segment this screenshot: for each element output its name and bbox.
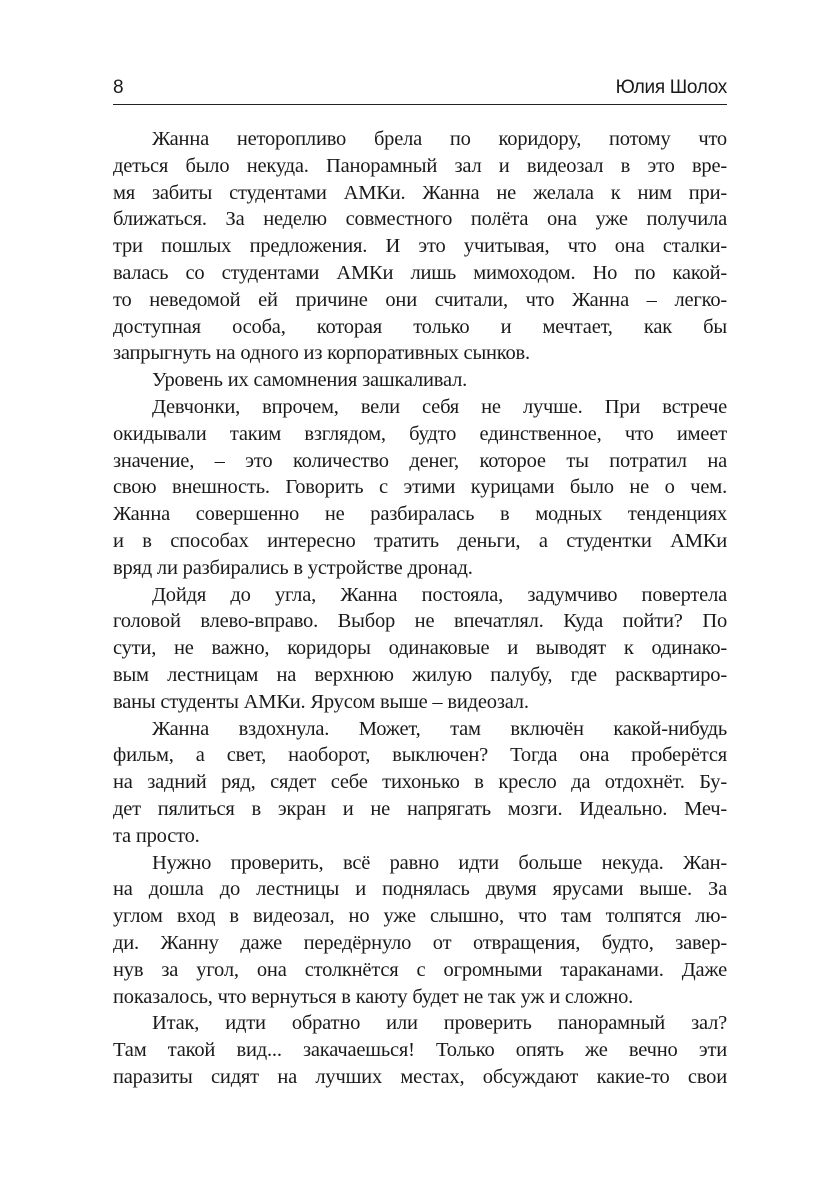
text-line: Итак, идти обратно или проверить панорамный зал? bbox=[152, 1012, 727, 1035]
text-line: запрыгнуть на одного из корпоративных сынков. bbox=[113, 342, 530, 365]
paragraph bbox=[113, 367, 727, 394]
text-line: головой влево-вправо. Выбор не впечатлял. Куда пойти? По bbox=[113, 610, 727, 633]
page-number: 8 bbox=[113, 77, 124, 98]
text-line: Нужно проверить, всё равно идти больше некуда. Жан- bbox=[152, 851, 727, 874]
text-line: вряд ли разбирались в устройстве дронад. bbox=[113, 556, 473, 579]
paragraph bbox=[113, 394, 727, 582]
page-body-text bbox=[113, 126, 727, 1091]
text-line: углом вход в видеозал, но уже слышно, что там толпятся лю- bbox=[113, 905, 727, 928]
text-line: фильм, а свет, наоборот, выключен? Тогда она проберётся bbox=[113, 744, 727, 767]
text-line: свою внешность. Говорить с этими курицами было не о чем. bbox=[113, 476, 727, 499]
text-line: показалось, что вернуться в каюту будет не так уж и сложно. bbox=[113, 985, 634, 1008]
text-line: Жанна совершенно не разбиралась в модных тенденциях bbox=[113, 503, 727, 526]
text-line: ди. Жанну даже передёрнуло от отвращения, будто, завер- bbox=[113, 931, 727, 954]
text-line: нув за угол, она столкнётся с огромными тараканами. Даже bbox=[113, 958, 727, 981]
author-name: Юлия Шолох bbox=[615, 77, 727, 98]
text-line: три пошлых предложения. И это учитывая, что она сталки- bbox=[113, 235, 727, 258]
text-line: на задний ряд, сядет себе тихонько в кресло да отдохнёт. Бу- bbox=[113, 771, 727, 794]
running-header bbox=[113, 74, 727, 105]
paragraph bbox=[113, 126, 727, 367]
text-line: Жанна неторопливо брела по коридору, потому что bbox=[152, 128, 727, 150]
text-line: окидывали таким взглядом, будто единственное, что имеет bbox=[113, 422, 727, 445]
text-line: Девчонки, впрочем, вели себя не лучше. При встрече bbox=[152, 395, 727, 418]
text-line: значение, – это количество денег, которое ты потратил на bbox=[113, 449, 727, 472]
paragraph bbox=[113, 850, 727, 1011]
paragraph bbox=[113, 1010, 727, 1090]
paragraph bbox=[113, 582, 727, 716]
text-line: мя забиты студентами АМКи. Жанна не желала к ним при- bbox=[113, 181, 727, 204]
text-line: доступная особа, которая только и мечтает, как бы bbox=[113, 315, 727, 338]
text-line: деться было некуда. Панорамный зал и видеозал в это вре- bbox=[113, 154, 727, 177]
text-line: ближаться. За неделю совместного полёта она уже получила bbox=[113, 208, 727, 231]
text-line: ваны студенты АМКи. Ярусом выше – видеозал. bbox=[113, 690, 529, 713]
text-line: на дошла до лестницы и поднялась двумя ярусами выше. За bbox=[113, 878, 727, 901]
text-line: то неведомой ей причине они считали, что Жанна – легко- bbox=[113, 288, 727, 311]
text-line: Уровень их самомнения зашкаливал. bbox=[152, 369, 468, 392]
text-line: валась со студентами АМКи лишь мимоходом. Но по какой- bbox=[113, 261, 727, 284]
text-line: Там такой вид... закачаешься! Только опять же вечно эти bbox=[113, 1039, 727, 1062]
text-line: та просто. bbox=[113, 824, 200, 847]
text-line: паразиты сидят на лучших местах, обсуждают какие-то свои bbox=[113, 1065, 727, 1088]
text-line: и в способах интересно тратить деньги, а студентки АМКи bbox=[113, 529, 727, 552]
paragraph bbox=[113, 716, 727, 850]
text-line: дет пялиться в экран и не напрягать мозги. Идеально. Меч- bbox=[113, 797, 727, 820]
text-line: Дойдя до угла, Жанна постояла, задумчиво повертела bbox=[152, 583, 727, 606]
text-line: вым лестницам на верхнюю жилую палубу, где расквартиро- bbox=[113, 663, 727, 686]
text-line: сути, не важно, коридоры одинаковые и выводят к одинако- bbox=[113, 637, 727, 660]
text-line: Жанна вздохнула. Может, там включён какой-нибудь bbox=[152, 717, 727, 740]
